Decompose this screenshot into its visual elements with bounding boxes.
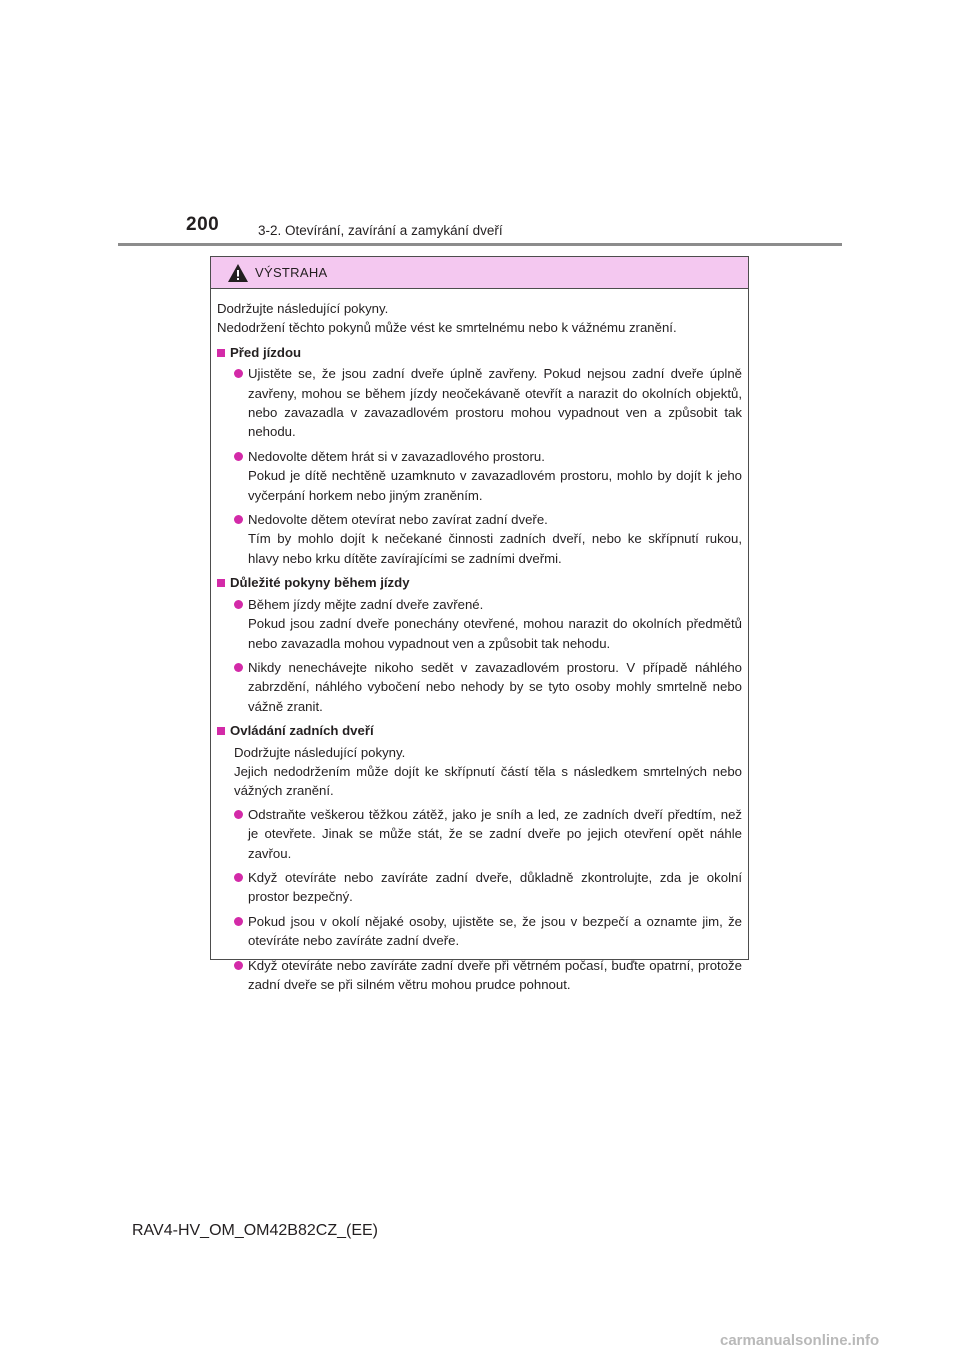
bullet-text: Během jízdy mějte zadní dveře zavřené. Pokud jsou zadní dveře ponechány otevřené, mohou narazit do okolních předmětů nebo zavazadla mohou vypadnout ven a způsobit tak nehodu.: [248, 596, 742, 651]
bullet-text: Pokud jsou v okolí nějaké osoby, ujistěte se, že jsou v bezpečí a oznamte jim, že otevíráte nebo zavíráte zadní dveře.: [248, 913, 742, 949]
bullet-text: Když otevíráte nebo zavíráte zadní dveře, důkladně zkontrolujte, zda je okolní prostor bezpečný.: [248, 869, 742, 905]
warning-box: [210, 256, 749, 992]
bullet-dot-icon: [234, 515, 243, 524]
warning-title: VÝSTRAHA: [255, 265, 328, 280]
section-heading-ovladani-zadnich-dveri: Ovládání zadních dveří: [217, 721, 742, 740]
list-item: [234, 595, 742, 653]
warning-body: [211, 289, 748, 994]
warning-triangle-icon: [227, 263, 249, 283]
list-item: [234, 868, 742, 907]
page-number: 200: [186, 214, 220, 235]
bullet-text: Když otevíráte nebo zavíráte zadní dveře při větrném počasí, buďte opatrní, protože zadní dveře se při silném větru mohou prudce pohnout.: [248, 957, 742, 992]
list-item: [234, 658, 742, 716]
section-text-line: Jejich nedodržením může dojít ke skřípnutí částí těla s následkem smrtelných nebo vážných zranění.: [234, 763, 742, 799]
bullet-text: Nikdy nenechávejte nikoho sedět v zavazadlovém prostoru. V případě náhlého zabrzdění, náhlého vybočení nebo nehody by se tyto osoby mohly smrtelně nebo vážně zranit.: [248, 659, 742, 714]
intro-line: Dodržujte následující pokyny.: [217, 301, 389, 316]
bullet-dot-icon: [234, 600, 243, 609]
square-bullet-icon: [217, 727, 225, 735]
square-bullet-icon: [217, 349, 225, 357]
warning-intro: [217, 299, 742, 338]
bullet-dot-icon: [234, 810, 243, 819]
list-item: [234, 956, 742, 995]
list-item: [234, 805, 742, 863]
warning-header: [211, 257, 748, 289]
bullet-text: Nedovolte dětem hrát si v zavazadlového prostoru. Pokud je dítě nechtěně uzamknuto v zavazadlovém prostoru, mohlo by dojít k jeho vyčerpání horkem nebo jiným zraněním.: [248, 448, 742, 503]
section-text: [234, 743, 742, 801]
list-item: [234, 510, 742, 568]
list-item: [234, 912, 742, 951]
list-item: [234, 364, 742, 442]
bullet-dot-icon: [234, 917, 243, 926]
bullet-dot-icon: [234, 961, 243, 970]
bullet-text: Ujistěte se, že jsou zadní dveře úplně zavřeny. Pokud nejsou zadní dveře úplně zavřeny, mohou se během jízdy neočekávaně otevřít a narazit do okolních objektů, nebo zavazadla v zavazadlovém prostoru mohou vypadnout ven a způsobit tak nehodu.: [248, 366, 742, 440]
list-item: [234, 447, 742, 505]
document-code: RAV4-HV_OM_OM42B82CZ_(EE): [132, 1222, 378, 1239]
intro-line: Nedodržení těchto pokynů může vést ke smrtelnému nebo k vážnému zranění.: [217, 320, 677, 336]
bullet-dot-icon: [234, 369, 243, 378]
section-heading-dulezite-pokyny: Důležité pokyny během jízdy: [217, 573, 742, 592]
bullet-dot-icon: [234, 452, 243, 461]
bullet-dot-icon: [234, 663, 243, 672]
bullet-text: Nedovolte dětem otevírat nebo zavírat zadní dveře. Tím by mohlo dojít k nečekané činnosti zadních dveří, nebo ke skřípnutí rukou, hlavy nebo krku dítěte zavírajícími se zadními dveřmi.: [248, 512, 742, 566]
bullet-dot-icon: [234, 873, 243, 882]
section-text-line: Dodržujte následující pokyny.: [234, 744, 406, 760]
section-title: 3-2. Otevírání, zavírání a zamykání dveří: [258, 223, 503, 238]
watermark: carmanualsonline.info: [720, 1332, 880, 1349]
bullet-text: Odstraňte veškerou těžkou zátěž, jako je sníh a led, ze zadních dveří předtím, než je otevřete. Jinak se může stát, že se zadní dveře po jejich otevření opět náhle zavřou.: [248, 806, 742, 861]
square-bullet-icon: [217, 579, 225, 587]
header-divider: [118, 243, 842, 246]
section-heading-pred-jizdou: Před jízdou: [217, 343, 742, 362]
